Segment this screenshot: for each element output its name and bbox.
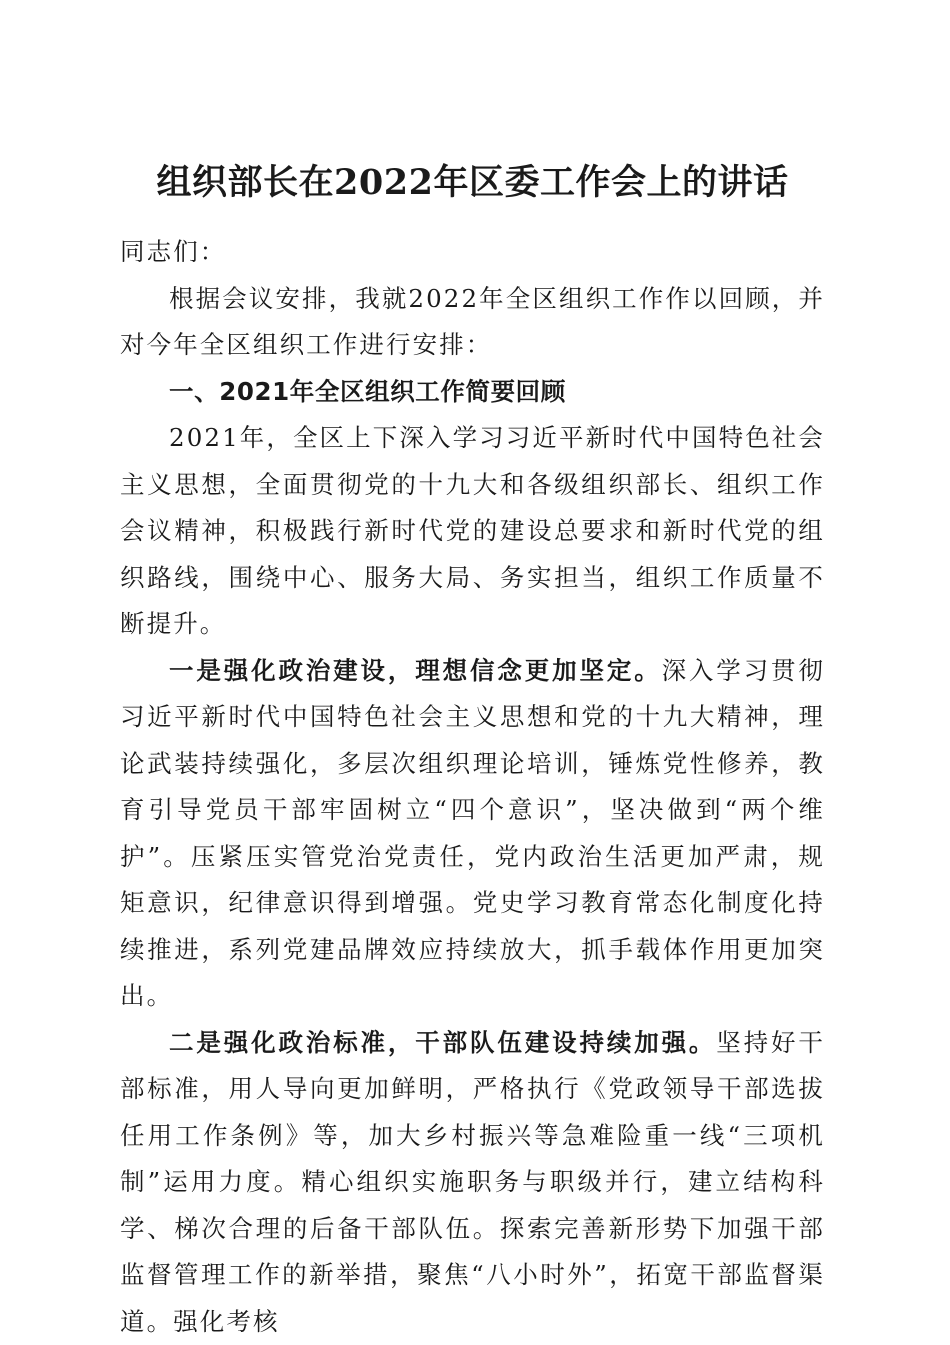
- point-2-lead: 二是强化政治标准，干部队伍建设持续加强。: [169, 1028, 716, 1057]
- intro-paragraph: 根据会议安排，我就2022年全区组织工作作以回顾，并对今年全区组织工作进行安排：: [120, 276, 825, 369]
- document-body: [120, 229, 825, 1345]
- document-title: 组织部长在2022年区委工作会上的讲话: [120, 156, 825, 210]
- point-2-paragraph: [120, 1020, 825, 1345]
- greeting: 同志们：: [120, 229, 825, 276]
- point-1-lead: 一是强化政治建设，理想信念更加坚定。: [169, 656, 662, 685]
- point-2-text: 坚持好干部标准，用人导向更加鲜明，严格执行《党政领导干部选拔任用工作条例》等，加大乡村振兴等急难险重一线“三项机制”运用力度。精心组织实施职务与职级并行，建立结构科学、梯次合理的后备干部队伍。探索完善新形势下加强干部监督管理工作的新举措，聚焦“八小时外”，拓宽干部监督渠道。强化考核: [120, 1028, 825, 1336]
- overview-paragraph: 2021年，全区上下深入学习习近平新时代中国特色社会主义思想，全面贯彻党的十九大和各级组织部长、组织工作会议精神，积极践行新时代党的建设总要求和新时代党的组织路线，围绕中心、服务大局、务实担当，组织工作质量不断提升。: [120, 415, 825, 648]
- section-heading-1: 一、2021年全区组织工作简要回顾: [120, 369, 825, 416]
- point-1-text: 深入学习贯彻习近平新时代中国特色社会主义思想和党的十九大精神，理论武装持续强化，多层次组织理论培训，锤炼党性修养，教育引导党员干部牢固树立“四个意识”，坚决做到“两个维护”。压紧压实管党治党责任，党内政治生活更加严肃，规矩意识，纪律意识得到增强。党史学习教育常态化制度化持续推进，系列党建品牌效应持续放大，抓手载体作用更加突出。: [120, 656, 825, 1011]
- point-1-paragraph: [120, 648, 825, 1020]
